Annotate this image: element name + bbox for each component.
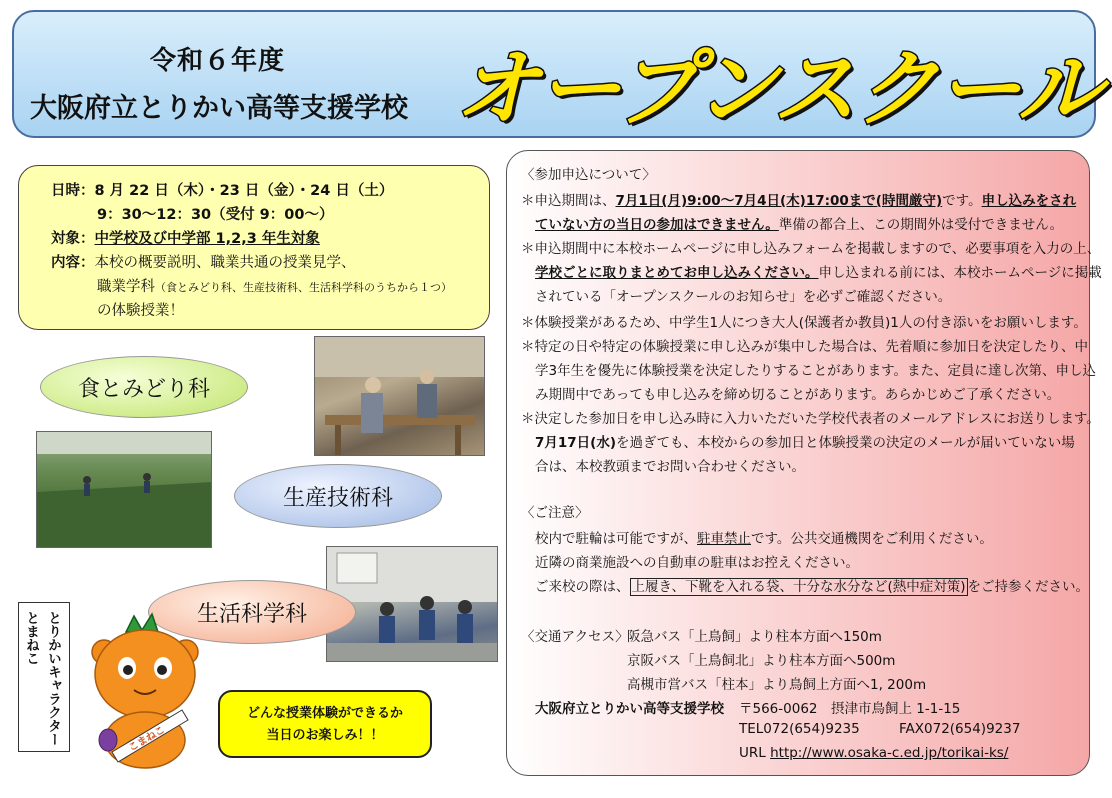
application-heading: 〈参加申込について〉 (521, 167, 656, 183)
app-line6: ＊体験授業があるため、中学生1人につき大人(保護者か教員)1人の付き添いをお願いします。 (521, 315, 1087, 331)
mascot-tomaneko (82, 612, 212, 772)
app-line9: み期間中であっても申し込みを締め切ることがあります。あらかじめご了承ください。 (535, 387, 1061, 403)
access-url-row (739, 745, 1008, 761)
fiscal-year: 令和６年度 (150, 46, 286, 76)
event-info-box (18, 165, 490, 330)
app-line5: されている「オープンスクールのお知らせ」を必ずご確認ください。 (535, 289, 952, 305)
notes-line2: 近隣の商業施設への自動車の駐車はお控えください。 (535, 555, 859, 571)
time-value: 9：30～12：30（受付 9：00～） (97, 207, 334, 223)
mascot-sash-text: こまねこ (126, 724, 168, 754)
target-label: 対象： (51, 231, 95, 247)
content-label: 内容： (51, 255, 95, 271)
app-line4 (535, 261, 1102, 281)
mascot-illustration (82, 612, 212, 772)
target-row (51, 227, 320, 248)
school-url-link[interactable]: http://www.osaka-c.ed.jp/torikai-ks/ (770, 745, 1009, 761)
character-label-box (18, 602, 70, 752)
access-heading: 〈交通アクセス〉 (521, 629, 629, 645)
target-value: 中学校及び中学部 1,2,3 年生対象 (94, 231, 320, 247)
access-school-name: 大阪府立とりかい高等支援学校 (535, 701, 724, 717)
notes-heading: 〈ご注意〉 (521, 505, 589, 521)
bubble-line2: 当日のお楽しみ！！ (266, 728, 384, 743)
speech-bubble (218, 690, 432, 758)
dept-life-science: 生活科学科 (148, 580, 356, 644)
character-label-line1: とりかいキャラクター (45, 611, 61, 746)
notes-line1 (535, 527, 993, 547)
photo-production-illustration (315, 337, 485, 456)
app-line11 (535, 431, 1075, 451)
app-l4a: 学校ごとに取りまとめてお申し込みください。 (535, 265, 819, 281)
app-line7: ＊特定の日や特定の体験授業に申し込みが集中した場合は、先着順に参加日を決定したり、中 (521, 339, 1088, 355)
app-l1c: です。 (942, 193, 982, 209)
content-line3: の体験授業！ (97, 303, 184, 319)
app-line12: 合は、本校教頭までお問い合わせください。 (535, 459, 805, 475)
app-l1a: ＊申込期間は、 (521, 193, 616, 209)
url-label: URL (739, 745, 766, 761)
content-line2-main: 職業学科 (97, 279, 155, 295)
app-l2a: ていない方の当日の参加はできません。 (535, 217, 779, 233)
app-line10: ＊決定した参加日を申し込み時に入力いただいた学校代表者のメールアドレスにお送りします。 (521, 411, 1100, 427)
bubble-line1: どんな授業体験ができるか (246, 706, 403, 721)
app-l2b: 準備の都合上、この期間外は受付できません。 (778, 217, 1064, 233)
notes-l3a: ご来校の際は、 (535, 579, 630, 595)
access-tel: TEL072(654)9235 (739, 721, 860, 737)
notes-no-parking: 駐車禁止 (697, 531, 751, 547)
app-l4b: 申し込まれる前には、本校ホームページに掲載 (818, 265, 1102, 281)
notes-items: 上履き、下靴を入れる袋、十分な水分など(熱中症対策) (631, 579, 966, 595)
app-line8: 学3年生を優先に体験授業を決定したりすることがあります。また、定員に達し次第、申し込 (535, 363, 1097, 379)
access-bus3: 高槻市営バス「柱本」より鳥飼上方面へ1, 200m (627, 677, 927, 693)
app-line3: ＊申込期間中に本校ホームページに申し込みフォームを掲載しますので、必要事項を入力の上、 (521, 241, 1101, 257)
dept-production-tech: 生産技術科 (234, 464, 442, 528)
photo-farm-illustration (37, 432, 212, 548)
access-fax: FAX072(654)9237 (899, 721, 1021, 737)
content-line2 (97, 275, 452, 296)
notes-l3c: をご持参ください。 (967, 579, 1089, 595)
dept-food-green: 食とみどり科 (40, 356, 248, 418)
photo-production-class (314, 336, 485, 456)
content-line1: 本校の概要説明、職業共通の授業見学、 (94, 255, 356, 271)
app-l11b: を過ぎても、本校からの参加日と体験授業の決定のメールが届いていない場 (616, 435, 1075, 451)
notes-line3 (535, 575, 1089, 595)
date-row (51, 179, 393, 200)
app-l11a: 7月17日(水) (535, 435, 617, 451)
app-line1 (521, 189, 1076, 209)
event-title: オープンスクール (455, 40, 1100, 138)
access-bus2: 京阪バス「上鳥飼北」より柱本方面へ500m (627, 653, 896, 669)
access-bus1: 阪急バス「上鳥飼」より柱本方面へ150m (627, 629, 882, 645)
content-line2-note: （食とみどり科、生産技術科、生活科学科のうちから１つ） (155, 281, 452, 294)
date-label: 日時： (51, 183, 95, 199)
character-label-line2: とまねこ (23, 611, 39, 665)
notes-l1c: です。公共交通機関をご利用ください。 (751, 531, 993, 547)
app-l1d: 申し込みをされ (981, 193, 1077, 209)
notes-l1a: 校内で駐輪は可能ですが、 (535, 531, 697, 547)
app-line2 (535, 213, 1063, 233)
app-period: 7月1日(月)9:00～7月4日(木)17:00まで(時間厳守) (615, 193, 943, 209)
photo-farm-class (36, 431, 212, 548)
details-panel (506, 150, 1102, 776)
access-address: 〒566-0062 摂津市鳥飼上 1-1-15 (739, 701, 961, 717)
content-row (51, 251, 356, 272)
school-name: 大阪府立とりかい高等支援学校 (30, 93, 408, 124)
date-value: 8 月 22 日（木）・23 日（金）・24 日（土） (94, 183, 394, 199)
